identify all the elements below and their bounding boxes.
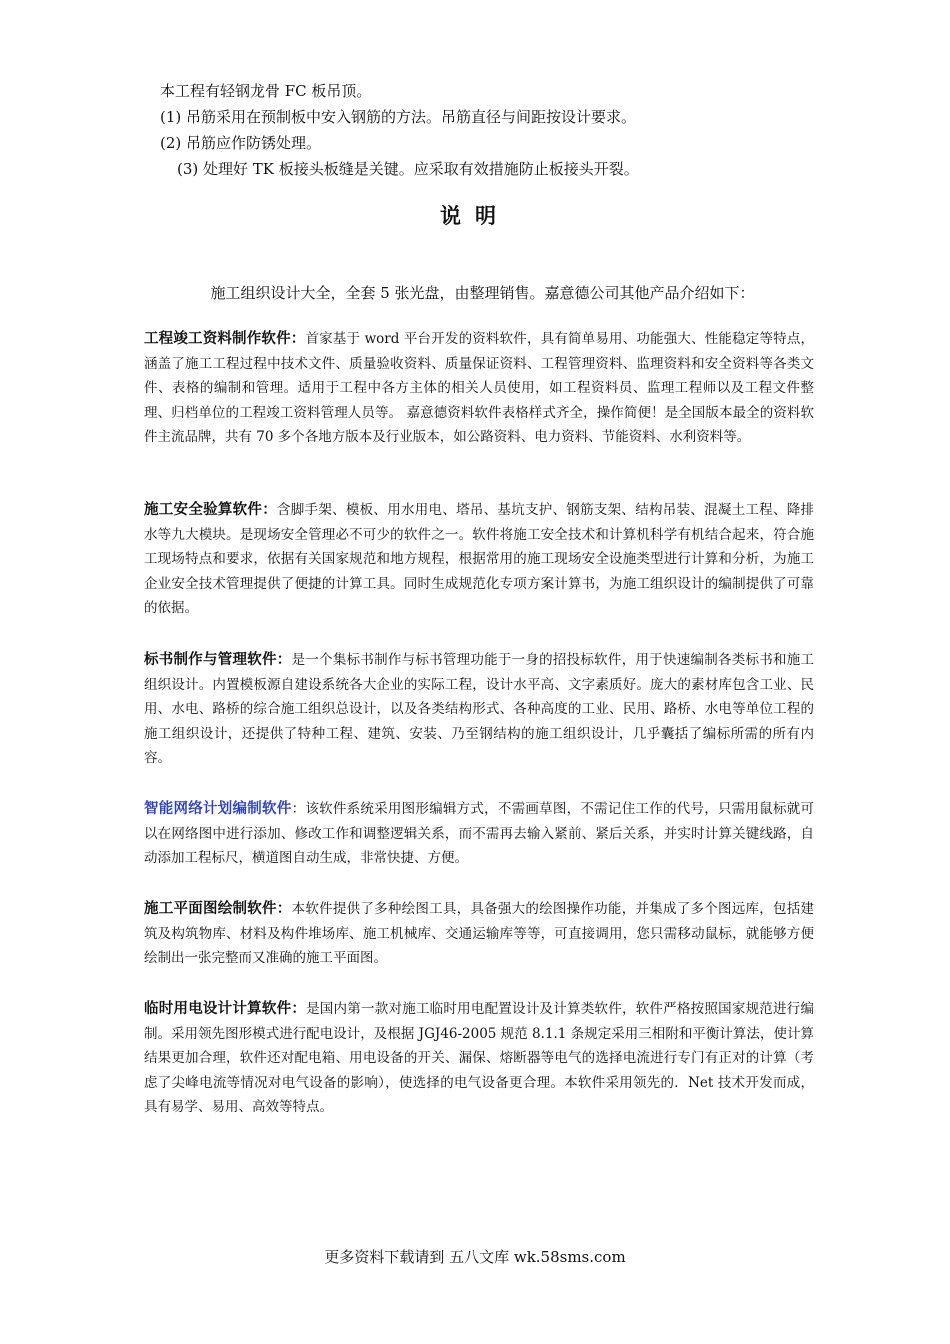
product-section-4 bbox=[144, 797, 814, 871]
intro-line: (3) 处理好 TK 板接头板缝是关键。应采取有效措施防止板接头开裂。 bbox=[177, 160, 639, 178]
product-section-5 bbox=[144, 897, 814, 971]
intro-line: (2) 吊筋应作防锈处理。 bbox=[160, 134, 322, 152]
product-description: 是国内第一款对施工临时用电配置设计及计算类软件，软件严格按照国家规范进行编制。采用领先图形模式进行配电设计，及根据 JGJ46-2005 规范 8.1.1 条规定采用三相附和平衡计算法，使计算结果更加合理，软件还对配电箱、用电设备的开关、漏保、熔断器等电气的选择电流进行专门有正对的计算（考虑了尖峰电流等情况对电气设备的影响），使选择的电气设备更合理。本软件采用领先的．Net 技术开发而成，具有易学、易用、高效等特点。 bbox=[144, 1001, 815, 1115]
product-section-2 bbox=[144, 498, 814, 621]
intro-line: (1) 吊筋采用在预制板中安入钢筋的方法。吊筋直径与间距按设计要求。 bbox=[160, 108, 637, 126]
product-section-3 bbox=[144, 648, 814, 771]
product-description: ：该软件系统采用图形编辑方式，不需画草图，不需记住工作的代号，只需用鼠标就可以在网络图中进行添加、修改工作和调整逻辑关系，而不需再去输入紧前、紧后关系，并实时计算关键线路，自动添加工程标尺，横道图自动生成，非常快捷、方便。 bbox=[144, 801, 815, 866]
product-heading: 标书制作与管理软件： bbox=[144, 652, 292, 668]
product-description: 含脚手架、模板、用水用电、塔吊、基坑支护、钢筋支架、结构吊装、混凝土工程、降排水等九大模块。是现场安全管理必不可少的软件之一。软件将施工安全技术和计算机科学有机结合起来，符合施工现场特点和要求，依据有关国家规范和地方规程，根据常用的施工现场安全设施类型进行计算和分析，为施工企业安全技术管理提供了便捷的计算工具。同时生成规范化专项方案计算书，为施工组织设计的编制提供了可靠的依据。 bbox=[144, 502, 815, 616]
intro-line: 本工程有轻钢龙骨 FC 板吊顶。 bbox=[160, 82, 372, 100]
product-description: 本软件提供了多种绘图工具，具备强大的绘图操作功能，并集成了多个图远库，包括建筑及构筑物库、材料及构件堆场库、施工机械库、交通运输库等等，可直接调用，您只需移动鼠标，就能够方便绘制出一张完整而又准确的施工平面图。 bbox=[144, 901, 815, 966]
product-description: 是一个集标书制作与标书管理功能于一身的招投标软件，用于快速编制各类标书和施工组织设计。内置模板源自建设系统各大企业的实际工程，设计水平高、文字素质好。庞大的素材库包含工业、民用、水电、路桥的综合施工组织总设计，以及各类结构形式、各种高度的工业、民用、路桥、水电等单位工程的施工组织设计，还提供了特种工程、建筑、安装、乃至钢结构的施工组织设计，几乎囊括了编标所需的所有内容。 bbox=[144, 652, 815, 766]
product-section-6 bbox=[144, 997, 814, 1120]
product-heading-link[interactable]: 智能网络计划编制软件 bbox=[144, 801, 292, 817]
product-description: 首家基于 word 平台开发的资料软件，具有简单易用、功能强大、性能稳定等特点，涵盖了施工工程过程中技术文件、质量验收资料、质量保证资料、工程管理资料、监理资料和安全资料等各类文件、表格的编制和管理。适用于工程中各方主体的相关人员使用，如工程资料员、监理工程师以及工程文件整理、归档单位的工程竣工资料管理人员等。 嘉意德资料软件表格样式齐全，操作简便！是全国版本最全的资料软件主流品牌，共有 70 多个各地方版本及行业版本，如公路资料、电力资料、节能资料、水利资料等。 bbox=[144, 331, 814, 445]
product-heading: 施工安全验算软件： bbox=[144, 502, 277, 518]
product-section-1 bbox=[144, 327, 814, 450]
product-heading: 施工平面图绘制软件： bbox=[144, 901, 292, 917]
lead-paragraph: 施工组织设计大全，全套 5 张光盘，由整理销售。嘉意德公司其他产品介绍如下： bbox=[210, 284, 755, 302]
intro-block bbox=[160, 78, 860, 182]
product-heading: 工程竣工资料制作软件： bbox=[144, 331, 306, 347]
footer-link[interactable]: 更多资料下载请到 五八文库 wk.58sms.com bbox=[324, 1248, 626, 1266]
page-title: 说明 bbox=[440, 204, 510, 228]
product-heading: 临时用电设计计算软件： bbox=[144, 1001, 307, 1017]
